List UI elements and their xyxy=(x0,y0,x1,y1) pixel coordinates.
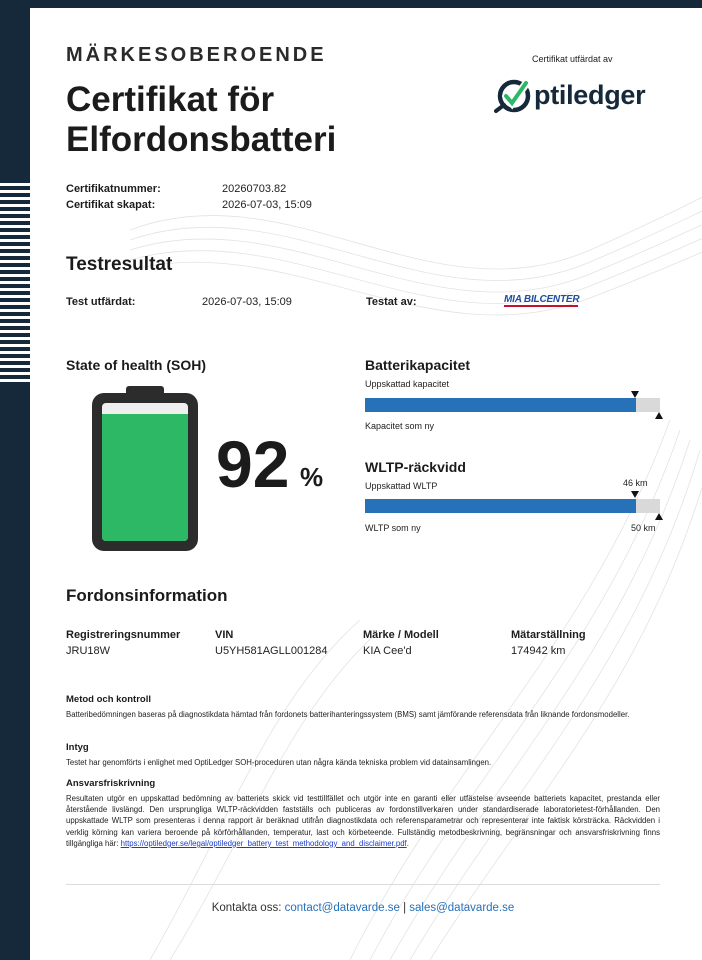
wltp-estimated-label: Uppskattad WLTP xyxy=(365,481,438,491)
capacity-estimated-label: Uppskattad kapacitet xyxy=(365,379,450,389)
soh-unit: % xyxy=(300,462,324,492)
wltp-heading: WLTP-räckvidd xyxy=(365,459,466,475)
capacity-bar-fill xyxy=(365,398,636,412)
contact-email-link[interactable]: contact@datavarde.se xyxy=(284,902,400,914)
footer-label: Kontakta oss: xyxy=(211,902,282,914)
disclaimer-text: Resultaten utgör en uppskattad bedömning av batteriets skick vid testtillfället och utgör inte en garanti eller utfästelse avseende batteriets kapacitet, prestanda eller återstående livslängd. Den ursprungliga WLTP-räckvidden fastställs och publiceras av fordonstillverkaren under standardiserade laboratorietest-förhållanden. Den uppskattade WLTP som presenteras i denna rapport är beräknad utifrån diagnostikdata och referensparametrar och representerar inte faktisk körsträcka. Räckvidden i verklig körning kan variera beroende på körförhållanden, temperatur, last och körbeteende. Fullständig metodbeskrivning, begränsningar och ansvarsfriskrivning finns tillgängliga här: xyxy=(66,794,660,848)
attest-text: Testet har genomförts i enlighet med OptiLedger SOH-proceduren utan några kända tekniska problem vid datainsamlingen. xyxy=(66,758,492,767)
wltp-new-value: 50 km xyxy=(631,523,656,533)
capacity-bar xyxy=(365,398,660,412)
issuer-label: Certifikat utfärdat av xyxy=(532,54,613,64)
capacity-new-label: Kapacitet som ny xyxy=(365,421,435,431)
tested-by-label: Testat av: xyxy=(366,296,417,308)
vehicle-registration xyxy=(66,629,180,657)
optiledger-logo-text: ptiledger xyxy=(534,79,646,110)
footer-separator: | xyxy=(403,902,407,914)
tester-logo-text: MIA BILCENTER xyxy=(504,294,580,305)
tester-logo xyxy=(504,294,580,310)
wltp-estimated-marker xyxy=(631,491,639,498)
test-results-heading: Testresultat xyxy=(66,254,173,275)
capacity-estimated-marker xyxy=(631,391,639,398)
battery-icon xyxy=(92,386,198,551)
vehicle-odometer xyxy=(511,629,586,657)
vehicle-make-model-value: KIA Cee'd xyxy=(363,645,412,657)
vehicle-vin-label: VIN xyxy=(215,629,234,641)
brand-kicker: MÄRKESOBEROENDE xyxy=(66,44,327,66)
battery-inner xyxy=(102,403,188,541)
wltp-estimated-value: 46 km xyxy=(623,478,648,488)
test-issued-value: 2026-07-03, 15:09 xyxy=(202,296,292,308)
test-issued-label: Test utfärdat: xyxy=(66,296,136,308)
sales-email-link[interactable]: sales@datavarde.se xyxy=(409,902,515,914)
left-accent-bar xyxy=(0,0,30,960)
vehicle-make-model xyxy=(363,629,439,657)
vehicle-registration-value: JRU18W xyxy=(66,645,111,657)
soh-heading: State of health (SOH) xyxy=(66,357,207,373)
vehicle-vin xyxy=(215,629,328,657)
vehicle-heading: Fordonsinformation xyxy=(66,586,228,605)
capacity-heading: Batterikapacitet xyxy=(365,357,471,373)
soh-value: 92 xyxy=(216,427,290,501)
disclaimer-link[interactable]: https://optiledger.se/legal/optiledger_battery_test_methodology_and_disclaimer.pdf xyxy=(120,838,407,848)
wltp-new-marker xyxy=(655,513,663,520)
footer-contact xyxy=(66,902,660,914)
disclaimer-title: Ansvarsfriskrivning xyxy=(66,778,156,789)
vehicle-vin-value: U5YH581AGLL001284 xyxy=(215,645,328,657)
method-title: Metod och kontroll xyxy=(66,694,151,705)
footer-divider xyxy=(66,884,660,885)
battery-body xyxy=(92,393,198,551)
capacity-new-marker xyxy=(655,412,663,419)
tester-logo-underline xyxy=(504,305,578,307)
vehicle-odometer-value: 174942 km xyxy=(511,645,566,657)
wltp-bar-fill xyxy=(365,499,636,513)
certificate-number-label: Certifikatnummer: xyxy=(66,183,161,195)
certificate-created: 2026-07-03, 15:09 xyxy=(222,199,312,211)
vehicle-make-model-label: Märke / Modell xyxy=(363,629,439,641)
wltp-bar xyxy=(365,499,660,513)
wltp-new-label: WLTP som ny xyxy=(365,523,421,533)
page-title: Certifikat för Elfordonsbatteri xyxy=(66,80,337,159)
disclaimer-body: Resultaten utgör en uppskattad bedömning av batteriets skick vid testtillfället och utgör inte en garanti eller utfästelse avseende batteriets kapacitet, prestanda eller återstående livslängd. Den ursprungliga WLTP-räckvidden fastställs och publiceras av fordonstillverkaren under standardiserade laboratorietest-förhållanden. Den uppskattade WLTP som presenteras i denna rapport är beräknad utifrån diagnostikdata och referensparametrar och representerar inte faktisk körsträcka. Räckvidden i verklig körning kan variera beroende på körförhållanden, temperatur, last och körbeteende. Fullständig metodbeskrivning, begränsningar och ansvarsfriskrivning finns tillgängliga här: https://optiledger.se/legal/optiledger_battery_test_methodology_and_disclaimer.pdf. xyxy=(66,794,660,848)
optiledger-logo xyxy=(494,74,664,116)
battery-charge-fill xyxy=(102,414,188,541)
vehicle-registration-label: Registreringsnummer xyxy=(66,629,181,641)
vehicle-odometer-label: Mätarställning xyxy=(511,629,586,641)
certificate-page xyxy=(66,0,662,960)
method-text: Batteribedömningen baseras på diagnostikdata hämtad från fordonets batterihanteringssystem (BMS) samt jämförande referensdata från liknande fordonsmodeller. xyxy=(66,710,630,719)
certificate-number: 20260703.82 xyxy=(222,183,287,195)
optiledger-check-icon xyxy=(494,75,532,115)
left-stripe-pattern xyxy=(0,183,30,383)
certificate-created-label: Certifikat skapat: xyxy=(66,199,156,211)
certificate-meta xyxy=(66,183,312,215)
attest-title: Intyg xyxy=(66,742,89,753)
